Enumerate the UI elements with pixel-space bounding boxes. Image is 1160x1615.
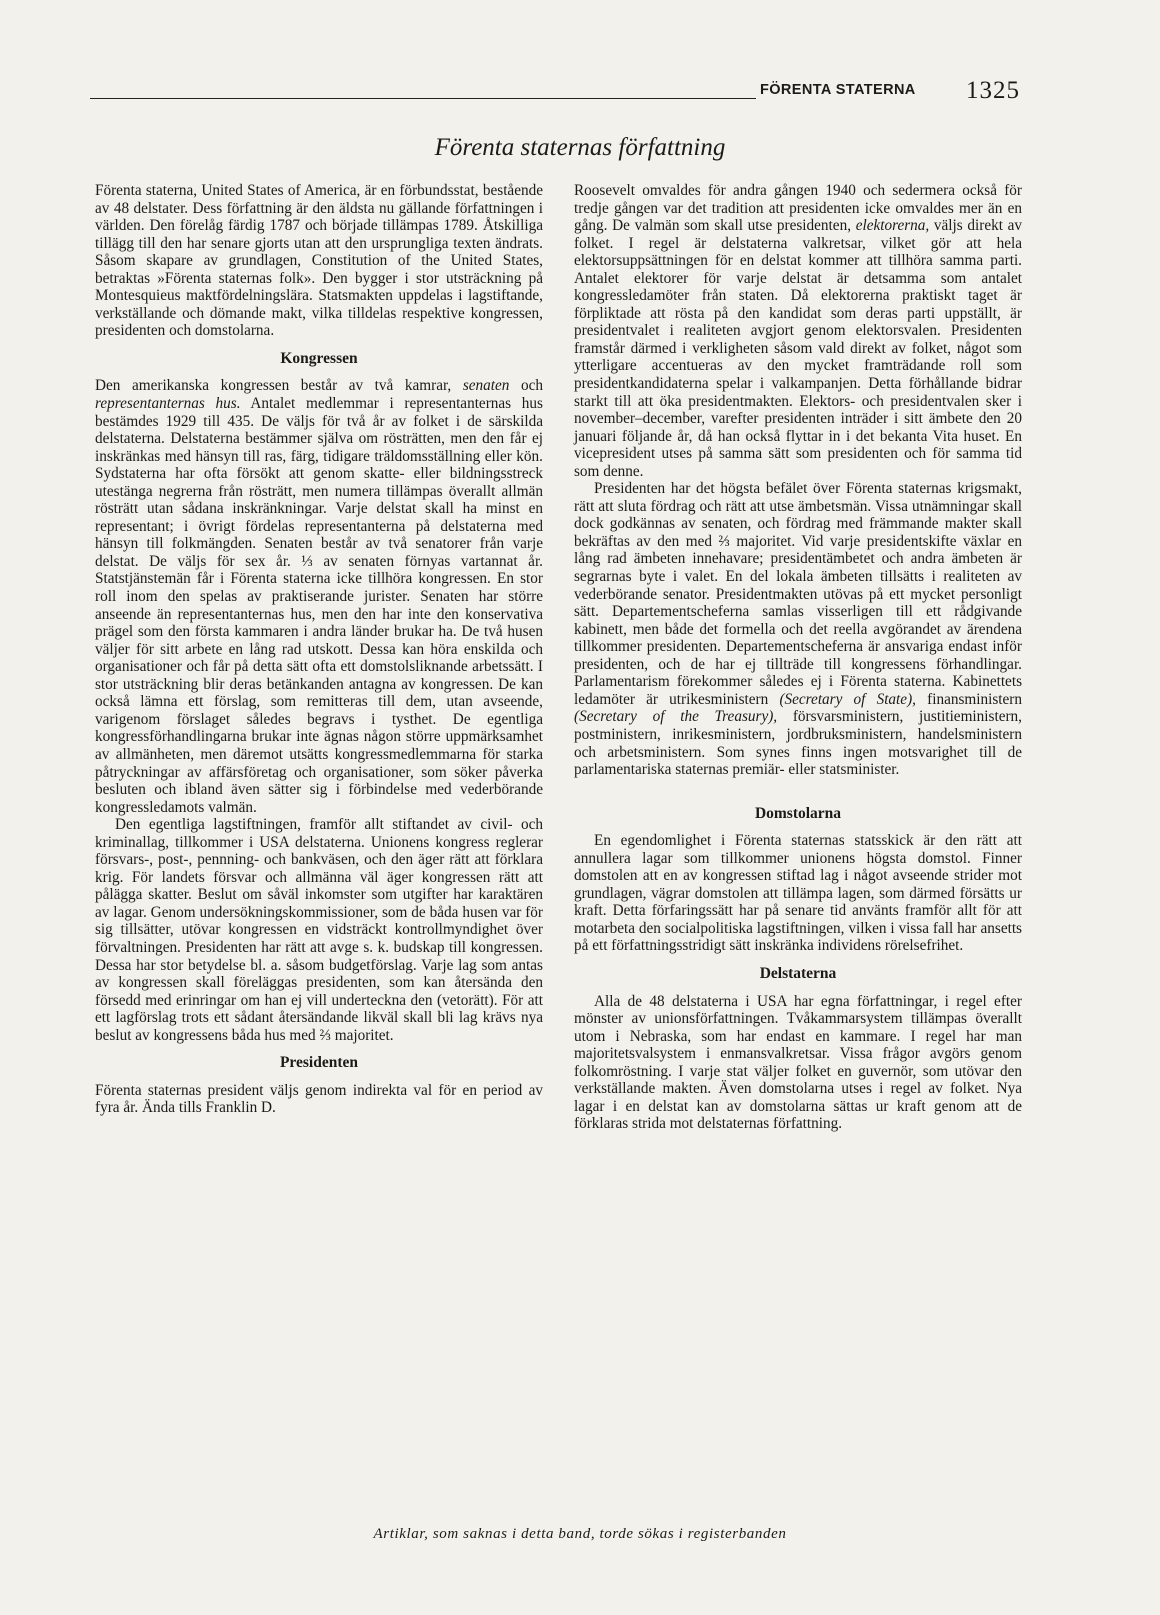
presidenten-paragraph-continued: Roosevelt omvaldes för andra gången 1940 och sedermera också för tredje gången var det tradition att presidenten icke omvaldes mer än en gång. De valmän som skall utse presidenten, elektorerna, väljs direkt av folket. I regel är delstaterna valkretsar, vilket gör att hela elektorsuppsättningen för en delstat kommer att tillhöra samma parti. Antalet elektorer för varje delstat är detsamma som antalet kongressledamöter från staten. Då elektorerna praktiskt taget är förpliktade att rösta på den kandidat som deras parti uppställt, är presidentvalet i realiteten avgjort genom elektorsvalen. Presidenten framstår därmed i verkligheten såsom vald direkt av folket, något som ytterligare accentueras av den mycket framträdande roll som presidentkandidaterna spelar i valkampanjen. Detta förhållande bidrar starkt till att öka presidentmakten. Elektors- och presidentvalen sker i november–december, varefter presidenten inträder i sitt ämbete den 20 januari följande år, då han också flyttar in i det bekanta Vita huset. En vicepresident utses på samma sätt som presidenten och för samma tid som denne. [574,182,1023,480]
running-head: FÖRENTA STATERNA [760,82,916,98]
article-title: Förenta staternas författning [434,134,726,161]
header-rule [90,98,756,99]
kongressen-paragraph-2: Den egentliga lagstiftningen, framför allt stiftandet av civil- och kriminallag, tillkommer i USA delstaterna. Unionens kongress reglerar försvars-, post-, pennning- och bankväsen, och den äger rätt att förklara krig. För landets försvar och allmänna väl äger kongressen rätt att pålägga skatter. Beslut om såväl inkomster som utgifter har karaktären av lagar. Genom undersökningskommissioner, som de båda husen var för sig tillsätter, utövar kongressen en vidsträckt kontrollmyndighet över förvaltningen. Presidenten har rätt att avge s. k. budskap till kongressen. Dessa har stor betydelse bl. a. såsom budgetförslag. Varje lag som antas av kongressen skall föreläggas presidenten, som kan återsända den försedd med erinringar om han ej vill underteckna den (vetorätt). För att ett lagförslag trots ett sådant återsändande likväl skall bli lag krävs nya beslut av kongressens båda hus med ⅔ majoritet. [95,816,543,1044]
presidenten-paragraph-2: Presidenten har det högsta befälet över Förenta staternas krigsmakt, rätt att sluta fördrag och rätt att utse ämbetsmän. Vissa utnämningar skall dock godkännas av senaten, och fördrag med främmande makter skall bekräftas av den med ⅔ majoritet. Vid varje presidentskifte växlar en lång rad ämbeten innehavare; presidentämbetet och andra ämbeten är segrarnas byte i valet. En del lokala ämbeten tillsätts i realiteten av vederbörande senator. Presidentmakten utövas på ett mycket personligt sätt. Departementscheferna samlas visserligen till ett rådgivande kabinett, men både det formella och det reella avgörandet av ärendena tillkommer presidenten. Departementscheferna är ansvariga endast inför presidenten, och de har ej tillträde till kongressens förhandlingar. Parlamentarism förekommer således ej i Förenta staterna. Kabinettets ledamöter är utrikesministern (Secretary of State), finansministern (Secretary of the Treasury), försvarsministern, justitieministern, postministern, inrikesministern, jordbruksministern, handelsministern och arbetsministern. Som synes finns ingen motsvarighet till de parlamentariska staternas premiär- eller statsminister. [574,480,1023,779]
section-heading-domstolarna: Domstolarna [754,804,842,822]
domstolarna-paragraph: En egendomlighet i Förenta staternas statsskick är den rätt att annullera lagar som tillkommer unionens högsta domstol. Finner domstolen att en av kongressen stiftad lag i något avseende strider mot grundlagen, vägrar domstolen att tillämpa lagen, som därmed försätts ur kraft. Detta förfaringssätt har på senare tid använts framför allt för att motarbeta den socialpolitiska lagstiftningen, vilken i vissa fall har ansetts på ett författningsstridigt sätt inskränka individens rörelsefrihet. [574,832,1022,955]
footer-note: Artiklar, som saknas i detta band, torde sökas i registerbanden [373,1526,787,1542]
page-number: 1325 [966,77,1020,104]
kongressen-paragraph-1: Den amerikanska kongressen består av två kamrar, senaten och representanternas hus. Antalet medlemmar i representanternas hus bestämdes 1929 till 435. De väljs för två år av folket i de särskilda delstaterna. Delstaterna bestämmer själva om rösträtten, men den får ej inskränkas med hänsyn till ras, färg, tidigare träldomsställning eller kön. Sydstaterna har ofta försökt att genom skatte- eller bildningsstreck utestänga negrerna från rösträtt, men numera tillämpas överallt allmän rösträtt utan sådana inskränkningar. Varje delstat skall ha minst en representant; i övrigt fördelas representanterna på delstaterna med hänsyn till folkmängden. Senaten består av två senatorer från varje delstat. De väljs för sex år. ⅓ av senaten förnyas vartannat år. Statstjänstemän får i Förenta staterna icke tillhöra kongressen. En stor roll inom den spelas av praktiserande jurister. Senaten har större anseende än representanternas hus, men den har inte den konservativa prägel som den första kammaren i andra länder brukar ha. De två husen väljer för sitt arbete en lång rad utskott. Dessa kan höra enskilda och organisationer och får på detta sätt ofta ett domstolsliknande arbetssätt. I stor utsträckning blir deras betänkanden antagna av kongressen. De kan också lämna ett förslag, som remitteras till dem, utan avseende, varigenom förslaget således begravs i tysthet. De egentliga kongressförhandlingarna brukar inte ägnas någon större uppmärksamhet av allmänheten, men däremot utsätts kongressmedlemmarna för starka påtryckningar av affärsföretag och organisationer, som söker påverka besluten och ibland även sätter sig i förbindelse med vederbörande kongressledamots valmän. [95,377,543,816]
section-heading-presidenten: Presidenten [279,1054,359,1072]
section-heading-kongressen: Kongressen [280,349,358,367]
intro-paragraph: Förenta staterna, United States of America, är en förbundsstat, bestående av 48 delstater. Dess författning är den äldsta nu gällande författningen i världen. Den förelåg färdig 1787 och började tillämpas 1789. Åtskilliga tillägg till den har senare gjorts utan att den ursprungliga texten ändrats. Såsom skapare av grundlagen, Constitution of the United States, betraktas »Förenta staternas folk». Den bygger i stor utsträckning på Montesquieus maktfördelningslära. Statsmakten uppdelas i lagstiftande, verkställande och dömande makt, vilka tilldelas respektive kongressen, presidenten och domstolarna. [95,182,543,340]
section-heading-delstaterna: Delstaterna [759,964,837,982]
left-column [95,182,543,1117]
delstaterna-paragraph: Alla de 48 delstaterna i USA har egna författningar, i regel efter mönster av unionsförfattningen. Tvåkammarsystem tillämpas överallt utom i Nebraska, som har endast en kammare. I regel har man majoritetsvalsystem i enmansvalkretsar. Vissa frågor avgörs genom folkomröstning. I varje stat väljer folket en guvernör, som utövar den verkställande makten. Även domstolarna utses i regel av folket. Nya lagar i en delstat kan av domstolarna sättas ur kraft genom att de förklaras strida mot delstaternas författning. [574,992,1022,1133]
presidenten-paragraph-1: Förenta staternas president väljs genom indirekta val för en period av fyra år. Ända tills Franklin D. [95,1081,543,1117]
right-column [574,182,1022,1133]
